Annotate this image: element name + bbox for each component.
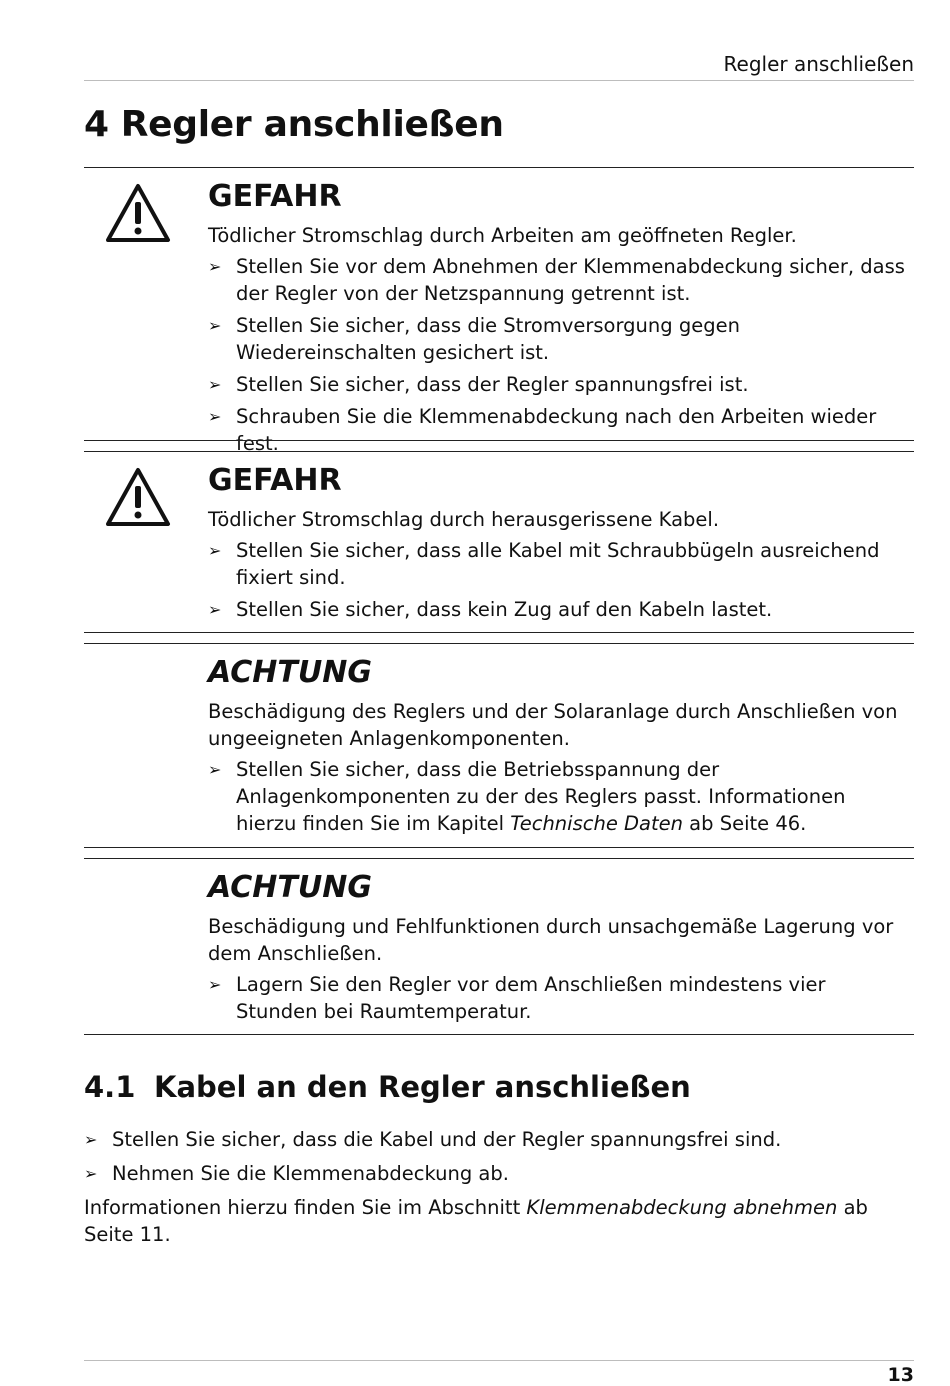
footer-rule <box>84 1360 914 1361</box>
action-step: ➢ Stellen Sie sicher, dass alle Kabel mit Schraubbügeln ausreichend fixiert sind. <box>208 537 906 591</box>
danger-notice-2 <box>84 452 914 632</box>
notice-rule <box>84 1034 914 1035</box>
running-title: Regler anschließen <box>723 52 914 76</box>
action-steps <box>208 253 906 457</box>
action-steps <box>208 756 906 837</box>
chapter-number: 4 <box>84 104 109 145</box>
chapter-reference: Technische Daten <box>510 812 683 835</box>
action-step: ➢ Stellen Sie sicher, dass die Kabel und der Regler spannungsfrei sind. <box>84 1126 914 1153</box>
action-step <box>208 756 906 837</box>
info-text: ab Seite 11. <box>84 1196 868 1246</box>
section-title <box>84 1070 691 1104</box>
action-step: ➢ Stellen Sie sicher, dass der Regler spannungsfrei ist. <box>208 371 906 398</box>
chapter-title-text: Regler anschließen <box>120 104 504 145</box>
action-step: ➢ Nehmen Sie die Klemmenabdeckung ab. <box>84 1160 914 1187</box>
section-number: 4.1 <box>84 1070 136 1104</box>
signal-word: ACHTUNG <box>208 870 372 905</box>
notice-rule <box>84 440 914 441</box>
caution-notice-1 <box>84 644 914 846</box>
page-number: 13 <box>887 1364 914 1386</box>
danger-notice-1 <box>84 168 914 455</box>
section-body <box>84 1122 914 1248</box>
warning-triangle-icon <box>104 182 172 244</box>
signal-word: ACHTUNG <box>208 655 372 690</box>
signal-word: GEFAHR <box>208 179 342 214</box>
info-text: Informationen hierzu finden Sie im Abschnitt <box>84 1196 527 1219</box>
hazard-description: Beschädigung des Reglers und der Solaranlage durch Anschließen von ungeeigneten Anlagenkomponenten. <box>208 700 898 750</box>
action-steps <box>208 537 906 623</box>
notice-rule <box>84 847 914 848</box>
action-step: ➢ Lagern Sie den Regler vor dem Anschließen mindestens vier Stunden bei Raumtemperatur. <box>208 971 906 1025</box>
action-step: ➢ Stellen Sie sicher, dass kein Zug auf den Kabeln lastet. <box>208 596 906 623</box>
section-title-text: Kabel an den Regler anschließen <box>154 1070 691 1104</box>
hazard-description: Tödlicher Stromschlag durch herausgerissene Kabel. <box>208 508 720 531</box>
info-paragraph <box>84 1194 914 1248</box>
section-reference: Klemmenabdeckung abnehmen <box>526 1196 838 1219</box>
action-steps <box>84 1126 914 1187</box>
action-step: ➢ Stellen Sie sicher, dass die Stromversorgung gegen Wiedereinschalten gesichert ist. <box>208 312 906 366</box>
warning-triangle-icon <box>104 466 172 528</box>
notice-rule <box>84 632 914 633</box>
signal-word: GEFAHR <box>208 463 342 498</box>
running-header <box>84 52 914 81</box>
hazard-description: Tödlicher Stromschlag durch Arbeiten am geöffneten Regler. <box>208 224 797 247</box>
hazard-description: Beschädigung und Fehlfunktionen durch unsachgemäße Lagerung vor dem Anschließen. <box>208 915 894 965</box>
caution-notice-2 <box>84 859 914 1034</box>
action-step: ➢ Schrauben Sie die Klemmenabdeckung nach den Arbeiten wieder fest. <box>208 403 906 457</box>
chapter-title <box>84 104 504 145</box>
step-text: Stellen Sie sicher, dass die Betriebsspannung der Anlagenkomponenten zu der des Reglers passt. Informationen hierzu finden Sie im Kapitel <box>236 758 846 835</box>
action-step: ➢ Stellen Sie vor dem Abnehmen der Klemmenabdeckung sicher, dass der Regler von der Netzspannung getrennt ist. <box>208 253 906 307</box>
step-text: ab Seite 46. <box>682 812 807 835</box>
action-steps <box>208 971 906 1025</box>
